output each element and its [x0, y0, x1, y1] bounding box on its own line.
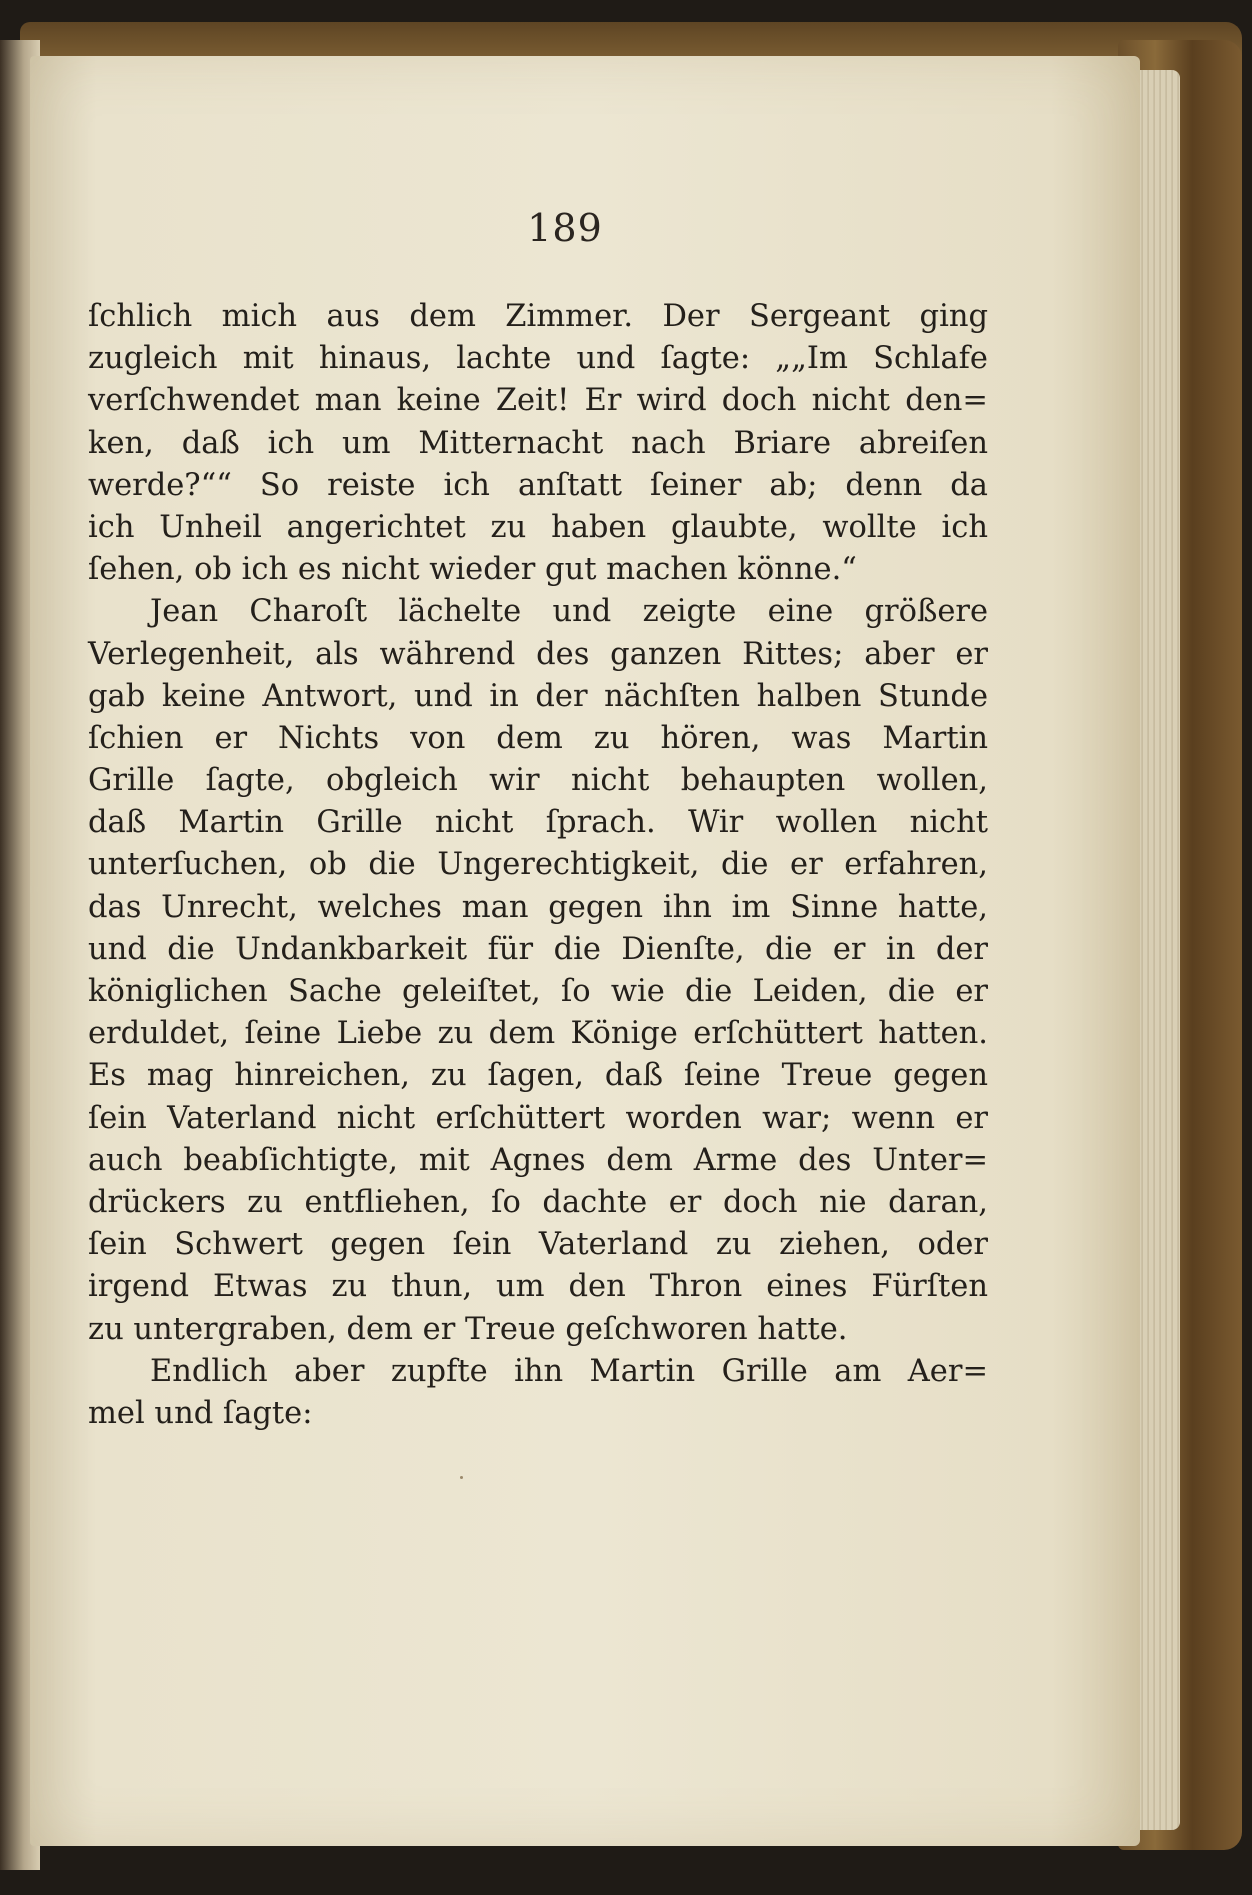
paper-speck — [460, 1476, 463, 1479]
text-line: königlichen Sache geleiſtet, ſo wie die Leiden, die er — [88, 974, 988, 1009]
text-line: Verlegenheit, als während des ganzen Rittes; aber er — [88, 636, 988, 672]
text-line: verſchwendet man keine Zeit! Er wird doch nicht den= — [88, 383, 988, 419]
text-line: Es mag hinreichen, zu ſagen, daß ſeine Treue gegen — [88, 1058, 988, 1094]
text-line: ſchien er Nichts von dem zu hören, was Martin — [88, 720, 988, 756]
text-line: ſehen, ob ich es nicht wieder gut machen könne.“ — [88, 552, 857, 588]
text-line: daß Martin Grille nicht ſprach. Wir wollen nicht — [88, 805, 988, 841]
text-line: zugleich mit hinaus, lachte und ſagte: „„Im Schlafe — [88, 341, 988, 377]
text-line: irgend Etwas zu thun, um den Thron eines Fürſten — [88, 1269, 988, 1305]
text-line: zu untergraben, dem er Treue geſchworen hatte. — [88, 1311, 848, 1347]
text-line: erduldet, ſeine Liebe zu dem Könige erſchüttert hatten. — [88, 1016, 988, 1052]
text-line: Endlich aber zupfte ihn Martin Grille am Aer= — [150, 1353, 988, 1389]
text-line: auch beabſichtigte, mit Agnes dem Arme des Unter= — [88, 1142, 988, 1178]
body-text — [88, 296, 988, 1435]
text-line: das Unrecht, welches man gegen ihn im Sinne hatte, — [88, 889, 988, 925]
text-line: ſein Schwert gegen ſein Vaterland zu ziehen, oder — [88, 1227, 988, 1263]
text-line: gab keine Antwort, und in der nächſten halben Stunde — [88, 678, 988, 714]
text-line: mel und ſagte: — [88, 1395, 313, 1431]
text-line: ſein Vaterland nicht erſchüttert worden war; wenn er — [88, 1100, 988, 1136]
text-line: unterſuchen, ob die Ungerechtigkeit, die er erfahren, — [88, 847, 988, 883]
text-line: Grille ſagte, obgleich wir nicht behaupten wollen, — [88, 763, 988, 799]
text-line: ſchlich mich aus dem Zimmer. Der Sergeant ging — [88, 299, 988, 334]
text-line: und die Undankbarkeit für die Dienſte, die er in der — [88, 931, 988, 967]
text-line: ich Unheil angerichtet zu haben glaubte, wollte ich — [88, 509, 988, 545]
page-number: 189 — [527, 206, 603, 250]
text-line: ken, daß ich um Mitternacht nach Briare abreiſen — [88, 425, 988, 461]
text-line: werde?““ So reiste ich anſtatt ſeiner ab; denn da — [88, 467, 988, 503]
text-line: drückers zu entfliehen, ſo dachte er doch nie daran, — [88, 1184, 988, 1220]
book-page — [30, 56, 1140, 1846]
text-line: Jean Charoſt lächelte und zeigte eine größere — [150, 594, 988, 630]
